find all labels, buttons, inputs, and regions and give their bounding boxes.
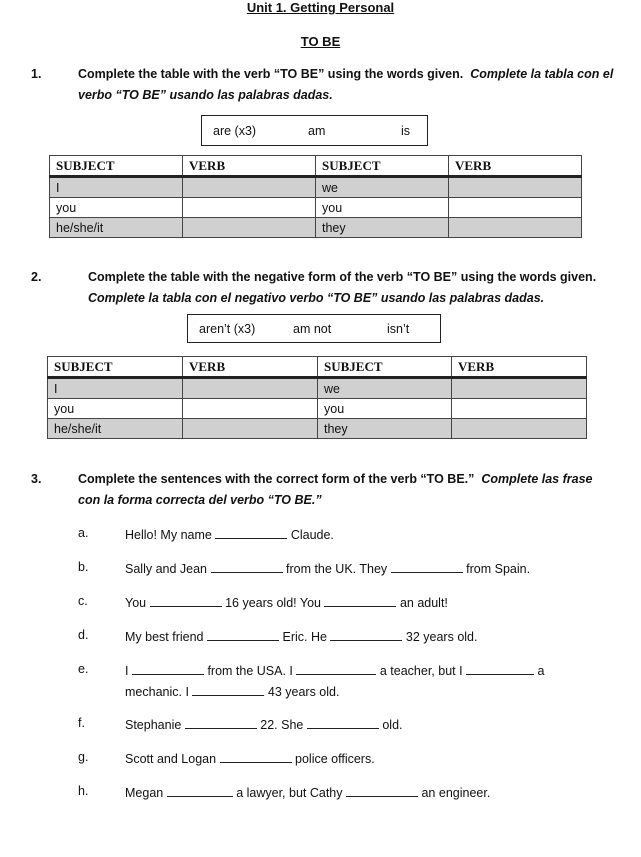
verb-cell[interactable] <box>452 378 587 399</box>
word-box-item: am not <box>293 321 332 336</box>
exercise-1-instruction-es: Complete la tabla con el verbo “TO BE” usando las palabras dadas. <box>78 67 614 102</box>
sentence-e-line1 <box>125 662 545 678</box>
verb-cell[interactable] <box>183 177 316 198</box>
sentence-text: My best friend <box>125 630 204 644</box>
subject-cell: you <box>48 399 183 419</box>
verb-cell[interactable] <box>183 399 318 419</box>
answer-blank[interactable] <box>185 716 257 729</box>
sentence-letter: b. <box>78 560 89 574</box>
answer-blank[interactable] <box>391 560 463 573</box>
answer-blank[interactable] <box>307 716 379 729</box>
table-header: VERB <box>183 156 316 177</box>
sentence-e-line2 <box>125 683 339 699</box>
sentence-letter: f. <box>78 716 85 730</box>
subject-cell: I <box>50 177 183 198</box>
exercise-3-instruction-es: Complete las frase con la forma correcta del verbo “TO BE.” <box>78 472 593 507</box>
sentence-text: from the UK. They <box>285 562 388 576</box>
sentence-f <box>125 716 403 732</box>
topic-title: TO BE <box>300 34 341 49</box>
exercise-2-word-box <box>187 314 441 343</box>
exercise-2-number: 2. <box>31 270 42 284</box>
table-header: SUBJECT <box>48 357 183 378</box>
sentence-letter: e. <box>78 662 89 676</box>
sentence-letter: d. <box>78 628 89 642</box>
table-header: SUBJECT <box>316 156 449 177</box>
exercise-3-instructions <box>78 469 598 511</box>
sentence-h <box>125 784 490 800</box>
sentence-text: a <box>537 664 545 678</box>
answer-blank[interactable] <box>192 683 264 696</box>
sentence-text: police officers. <box>295 752 375 766</box>
answer-blank[interactable] <box>296 662 376 675</box>
answer-blank[interactable] <box>132 662 204 675</box>
exercise-1-word-box <box>201 115 428 146</box>
sentence-g <box>125 750 375 766</box>
subject-cell: you <box>316 198 449 218</box>
word-box-item: aren’t (x3) <box>199 321 256 336</box>
verb-cell[interactable] <box>183 378 318 399</box>
sentence-text: old. <box>382 718 403 732</box>
verb-cell[interactable] <box>183 419 318 439</box>
table-header-row <box>50 156 582 177</box>
table-row <box>48 399 587 419</box>
exercise-2-instruction-es: Complete la tabla con el negativo verbo “TO BE” usando las palabras dadas. <box>88 291 545 305</box>
unit-title: Unit 1. Getting Personal <box>246 0 395 15</box>
sentence-text: Sally and Jean <box>125 562 208 576</box>
answer-blank[interactable] <box>167 784 233 797</box>
subject-cell: they <box>318 419 452 439</box>
sentence-text: Eric. He <box>282 630 327 644</box>
sentence-text: a teacher, but I <box>379 664 463 678</box>
answer-blank[interactable] <box>466 662 534 675</box>
sentence-text: from the USA. I <box>207 664 293 678</box>
table-header: VERB <box>452 357 587 378</box>
answer-blank[interactable] <box>211 560 283 573</box>
verb-cell[interactable] <box>449 177 582 198</box>
verb-cell[interactable] <box>449 198 582 218</box>
sentence-text: 16 years old! You <box>225 596 321 610</box>
word-box-item: are (x3) <box>213 123 257 138</box>
exercise-1-instructions <box>78 64 618 106</box>
table-header: SUBJECT <box>50 156 183 177</box>
exercise-3-number: 3. <box>31 472 42 486</box>
sentence-text: Scott and Logan <box>125 752 217 766</box>
sentence-text: Stephanie <box>125 718 182 732</box>
table-header-row <box>48 357 587 378</box>
table-header: VERB <box>449 156 582 177</box>
verb-cell[interactable] <box>449 218 582 238</box>
subject-cell: they <box>316 218 449 238</box>
table-header: VERB <box>183 357 318 378</box>
sentence-text: Megan <box>125 786 164 800</box>
answer-blank[interactable] <box>324 594 396 607</box>
verb-cell[interactable] <box>452 399 587 419</box>
sentence-text: I <box>125 664 129 678</box>
table-row <box>50 177 582 198</box>
word-box-item: isn’t <box>387 321 410 336</box>
sentence-text: mechanic. I <box>125 685 189 699</box>
sentence-letter: a. <box>78 526 89 540</box>
answer-blank[interactable] <box>150 594 222 607</box>
subject-cell: you <box>50 198 183 218</box>
subject-cell: you <box>318 399 452 419</box>
exercise-1-number: 1. <box>31 67 42 81</box>
answer-blank[interactable] <box>220 750 292 763</box>
sentence-a <box>125 526 334 542</box>
verb-cell[interactable] <box>183 218 316 238</box>
exercise-2-instructions <box>88 267 623 309</box>
exercise-1-table <box>49 155 582 238</box>
subject-cell: we <box>316 177 449 198</box>
answer-blank[interactable] <box>215 526 287 539</box>
table-row <box>48 419 587 439</box>
sentence-text: 43 years old. <box>267 685 340 699</box>
sentence-d <box>125 628 477 644</box>
subject-cell: I <box>48 378 183 399</box>
sentence-text: Claude. <box>290 528 334 542</box>
word-box-item: am <box>308 123 326 138</box>
exercise-2-table <box>47 356 587 439</box>
sentence-text: 32 years old. <box>405 630 478 644</box>
sentence-text: 22. She <box>260 718 304 732</box>
table-row <box>48 378 587 399</box>
answer-blank[interactable] <box>207 628 279 641</box>
sentence-text: from Spain. <box>466 562 531 576</box>
answer-blank[interactable] <box>330 628 402 641</box>
sentence-letter: h. <box>78 784 89 798</box>
exercise-3-instruction-en: Complete the sentences with the correct form of the verb “TO BE.” <box>78 472 475 486</box>
exercise-1-instruction-en: Complete the table with the verb “TO BE” using the words given. <box>78 67 464 81</box>
table-row <box>50 218 582 238</box>
table-header: SUBJECT <box>318 357 452 378</box>
sentence-letter: g. <box>78 750 89 764</box>
verb-cell[interactable] <box>183 198 316 218</box>
subject-cell: he/she/it <box>48 419 183 439</box>
sentence-text: an engineer. <box>421 786 491 800</box>
answer-blank[interactable] <box>346 784 418 797</box>
exercise-2-instruction-en: Complete the table with the negative form of the verb “TO BE” using the words given. <box>88 270 597 284</box>
sentence-text: an adult! <box>399 596 448 610</box>
table-row <box>50 198 582 218</box>
sentence-c <box>125 594 448 610</box>
sentence-text: You <box>125 596 147 610</box>
verb-cell[interactable] <box>452 419 587 439</box>
sentence-text: a lawyer, but Cathy <box>236 786 343 800</box>
sentence-letter: c. <box>78 594 88 608</box>
sentence-text: Hello! My name <box>125 528 212 542</box>
word-box-item: is <box>401 123 411 138</box>
subject-cell: we <box>318 378 452 399</box>
subject-cell: he/she/it <box>50 218 183 238</box>
sentence-b <box>125 560 530 576</box>
